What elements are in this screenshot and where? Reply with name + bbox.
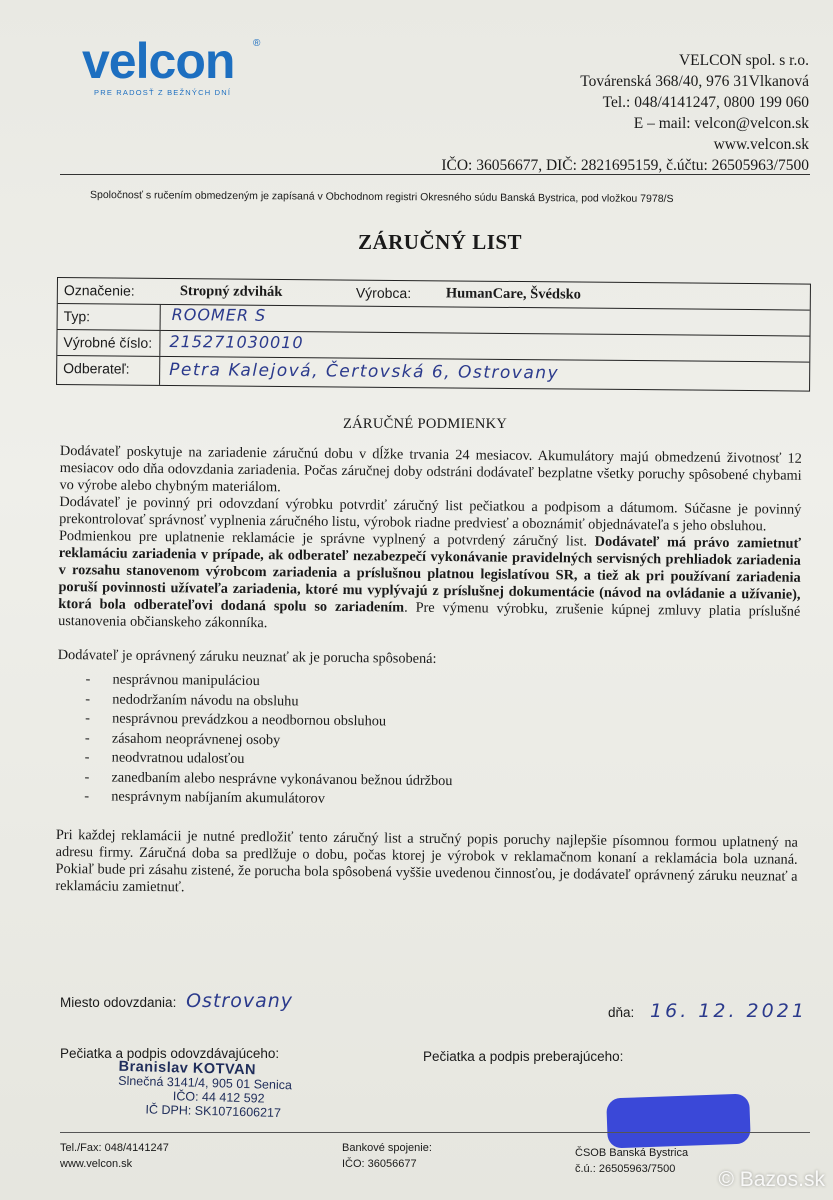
- footer-bank-name: ČSOB Banská Bystrica: [575, 1147, 689, 1159]
- watermark: © Bazos.sk: [718, 1168, 825, 1191]
- column-divider: [159, 357, 160, 385]
- serial-label: Výrobné číslo:: [63, 334, 153, 351]
- footer-bank-label: Bankové spojenie:: [342, 1142, 432, 1154]
- column-divider: [159, 331, 160, 356]
- company-name: VELCON spol. s r.o.: [678, 52, 809, 69]
- company-stamp: [117, 1060, 292, 1121]
- footer-web: www.velcon.sk: [60, 1158, 133, 1170]
- registry-note: Spoločnosť s ručením obmedzeným je zapísaná v Obchodnom registri Okresného súdu Banská Bystrica, pod vložkou 7978/S: [89, 188, 674, 206]
- product-info-table: [56, 277, 811, 392]
- customer-value: Petra Kalejová, Čertovská 6, Ostrovany: [169, 359, 560, 384]
- company-ids: IČO: 36056677, DIČ: 2821695159, č.účtu: 26505963/7500: [441, 157, 809, 174]
- receiver-signature-label: Pečiatka a podpis preberajúceho:: [423, 1049, 624, 1064]
- type-label: Typ:: [63, 308, 91, 325]
- header-divider: [60, 174, 810, 175]
- list-item: - nesprávnou manipuláciou: [57, 670, 799, 697]
- footer-phone: Tel./Fax: 048/4141247: [60, 1142, 169, 1154]
- customer-label: Odberateľ:: [63, 360, 130, 377]
- footer-bank-account: [575, 1145, 688, 1177]
- designation-label: Označenie:: [63, 282, 135, 299]
- stamp-ico: IČO: 44 412 592: [172, 1089, 265, 1106]
- handover-place: [60, 990, 293, 1012]
- list-item: - zásahom neoprávnenej osoby: [57, 728, 799, 755]
- company-phone: Tel.: 048/4141247, 0800 199 060: [602, 94, 809, 111]
- list-item: - nedodržaním návodu na obsluhu: [57, 689, 799, 716]
- company-web: www.velcon.sk: [713, 136, 809, 153]
- logo-wordmark: velcon: [82, 33, 235, 89]
- footer-divider: [60, 1132, 810, 1133]
- company-address: Továrenská 368/40, 976 31Vlkanová: [580, 73, 809, 90]
- row-customer: [57, 356, 809, 391]
- page-title: ZÁRUČNÝ LIST: [357, 230, 523, 254]
- date-label: dňa:: [608, 1005, 635, 1020]
- logo-tagline: PRE RADOSŤ Z BEŽNÝCH DNÍ: [94, 88, 232, 97]
- manufacturer-label: Výrobca:: [355, 284, 412, 302]
- footer-contact: [60, 1140, 169, 1172]
- place-label: Miesto odovzdania:: [60, 995, 177, 1010]
- company-info: [441, 50, 809, 176]
- refusal-intro: Dodávateľ je oprávnený záruku neuznať ak je porucha spôsobená:: [57, 646, 437, 667]
- list-item: - neodvratnou udalosťou: [57, 748, 799, 775]
- conditions-paragraph-3: [58, 528, 801, 638]
- conditions-body: [55, 443, 802, 902]
- redaction-mark: [606, 1094, 751, 1149]
- giver-signature-label: Pečiatka a podpis odovzdávajúceho:: [60, 1046, 280, 1061]
- footer-bank: [342, 1140, 432, 1172]
- list-item: - nesprávnou prevádzkou a neodbornou obsluhou: [57, 709, 799, 736]
- stamp-address: Slnečná 3141/4, 905 01 Senica: [118, 1073, 293, 1093]
- company-email: E – mail: velcon@velcon.sk: [633, 115, 809, 132]
- stamp-name: Branislav KOTVAN: [118, 1058, 257, 1079]
- list-item: - nesprávnym nabíjaním akumulátorov: [56, 787, 798, 814]
- conditions-paragraph-4: Pri každej reklamácii je nutné predložiť tento záručný list a stručný popis poruchy najlepšie písomnou formou uplatnený na adresu firmy. Záručná doba sa predlžuje o dobu, počas ktorej je výrobok v reklamačnom konaní a reklamácia bola uznaná. Pokiaľ bude pri zásahu zistené, že porucha bola spôsobená vyššie uvedenou činnosťou, je dodávateľ oprávnený záruku neuznať a reklamáciu zamietnuť.: [55, 826, 798, 895]
- date-value: 16. 12. 2021: [650, 1000, 807, 1022]
- velcon-logo: [82, 33, 261, 97]
- serial-value: 215271030010: [169, 331, 304, 353]
- handover-date: [608, 1000, 807, 1022]
- paragraph-3-bold: Dodávateľ má právo zamietnuť reklamáciu zariadenia v prípade, ak odberateľ nezabezpečí vykonávanie pravidelných servisných prehliadok zariadenia v rozsahu stanovenom výrobcom zariadenia a príslušnou platnou legislatívou SR, a tiež ak pri používaní zariadenia poruší povinnosti užívateľa zariadenia, ktoré mu vyplývajú z príslušnej dokumentácie (návod na ovládanie a užívanie), ktorá bola odberateľovi dodaná spolu so zariadením: [58, 533, 802, 616]
- conditions-paragraph-1: Dodávateľ poskytuje na zariadenie záručnú dobu v dĺžke trvania 24 mesiacov. Akumulátory majú obmedzenú životnosť 12 mesiacov odo dňa odovzdania zariadenia. Počas záručnej doby odstráni dodávateľ bezplatne všetky poruchy spôsobené chybami vo výrobe alebo chybným materiálom.: [59, 443, 802, 496]
- paragraph-3-end: . Pre výmenu výrobku, zrušenie kúpnej zmluvy platia príslušné ustanovenia občianskeho zákonníka.: [58, 599, 801, 632]
- manufacturer-value: HumanCare, Švédsko: [445, 285, 582, 303]
- refusal-list: [56, 670, 799, 814]
- paragraph-3-start: Podmienkou pre uplatnenie reklamácie je správne vyplnený a potvrdený záručný list.: [58, 527, 595, 550]
- stamp-dic: IČ DPH: SK1071606217: [145, 1102, 282, 1120]
- registered-mark: ®: [253, 38, 261, 49]
- footer-account: č.ú.: 26505963/7500: [575, 1163, 676, 1175]
- conditions-paragraph-2: Dodávateľ je povinný pri odovzdaní výrobku potvrdiť záručný list pečiatkou a podpisom a dátumom. Súčasne je povinný prekontrolovať správnosť vyplnenia záručného listu, výrobok riadne predviesť a oboznámiť objednávateľa s jeho obsluhou.: [59, 493, 802, 535]
- list-item: - zanedbaním alebo nesprávne vykonávanou bežnou údržbou: [56, 767, 798, 794]
- place-value: Ostrovany: [186, 990, 294, 1012]
- conditions-title: ZÁRUČNÉ PODMIENKY: [343, 416, 508, 432]
- designation-value: Stropný zdvihák: [179, 283, 283, 300]
- column-divider: [160, 305, 161, 330]
- type-value: ROOMER S: [171, 305, 267, 325]
- footer-ico: IČO: 36056677: [342, 1158, 417, 1170]
